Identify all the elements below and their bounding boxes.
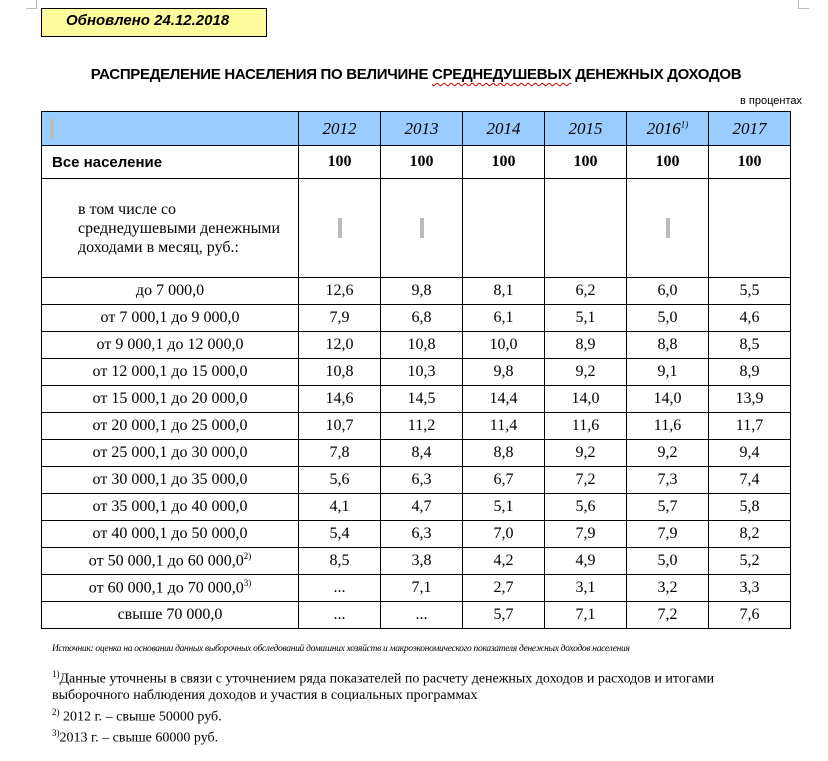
value-cell: 4,1 bbox=[299, 494, 381, 521]
value-cell: 6,3 bbox=[381, 467, 463, 494]
value-cell: 14,0 bbox=[627, 386, 709, 413]
row-label: от 25 000,1 до 30 000,0 bbox=[42, 440, 299, 467]
value-cell: 7,8 bbox=[299, 440, 381, 467]
row-label: от 30 000,1 до 35 000,0 bbox=[42, 467, 299, 494]
row-label: от 12 000,1 до 15 000,0 bbox=[42, 359, 299, 386]
value-cell: ... bbox=[299, 602, 381, 629]
value-cell: ... bbox=[381, 602, 463, 629]
value-cell: 5,0 bbox=[627, 305, 709, 332]
year-header: 2016$^{1)}$ bbox=[627, 112, 709, 146]
value-cell: 6,7 bbox=[463, 467, 545, 494]
page-corner-mark bbox=[798, 0, 809, 9]
value-cell: 6,3 bbox=[381, 521, 463, 548]
year-header: 2017 bbox=[709, 112, 791, 146]
table-row bbox=[42, 548, 791, 575]
source-note: Источник: оценка на основании данных выборочных обследований домашних хозяйств и макроэкономического показателя денежных доходов населения bbox=[52, 644, 630, 654]
value-cell: 3,1 bbox=[545, 575, 627, 602]
table-row bbox=[42, 359, 791, 386]
value-cell: 4,7 bbox=[381, 494, 463, 521]
value-cell: 7,1 bbox=[381, 575, 463, 602]
footnote: $^{3)}$2013 г. – свыше 60000 руб. bbox=[52, 728, 219, 746]
unit-label: в процентах bbox=[740, 95, 802, 107]
value-cell: 7,4 bbox=[709, 467, 791, 494]
value-cell: 8,1 bbox=[463, 278, 545, 305]
value-cell: 9,8 bbox=[463, 359, 545, 386]
row-label: от 40 000,1 до 50 000,0 bbox=[42, 521, 299, 548]
table-header-row bbox=[42, 112, 791, 146]
value-cell: 9,4 bbox=[709, 440, 791, 467]
row-label: от 20 000,1 до 25 000,0 bbox=[42, 413, 299, 440]
value-cell: 8,8 bbox=[627, 332, 709, 359]
row-label: от 60 000,1 до 70 000,0$^{3)}$ bbox=[42, 575, 299, 602]
value-cell: 4,2 bbox=[463, 548, 545, 575]
row-label: от 9 000,1 до 12 000,0 bbox=[42, 332, 299, 359]
value-cell: 5,7 bbox=[627, 494, 709, 521]
value-cell: 11,6 bbox=[627, 413, 709, 440]
value-cell: 8,5 bbox=[709, 332, 791, 359]
value-cell: 5,0 bbox=[627, 548, 709, 575]
value-cell: 10,8 bbox=[299, 359, 381, 386]
value-cell: 100 bbox=[627, 146, 709, 179]
value-cell: 2,7 bbox=[463, 575, 545, 602]
value-cell: 100 bbox=[299, 146, 381, 179]
row-label: в том числе со среднедушевыми денежными доходами в месяц, руб.: bbox=[42, 179, 299, 278]
row-label: Все население bbox=[42, 146, 299, 179]
value-cell: 8,8 bbox=[463, 440, 545, 467]
value-cell: 8,9 bbox=[545, 332, 627, 359]
value-cell: 8,5 bbox=[299, 548, 381, 575]
value-cell: 5,8 bbox=[709, 494, 791, 521]
value-cell: 9,8 bbox=[381, 278, 463, 305]
table-row bbox=[42, 494, 791, 521]
value-cell: 7,0 bbox=[463, 521, 545, 548]
header-empty-cell bbox=[42, 112, 299, 146]
value-cell: 5,6 bbox=[545, 494, 627, 521]
year-header: 2013 bbox=[381, 112, 463, 146]
value-cell: 7,1 bbox=[545, 602, 627, 629]
value-cell: 8,2 bbox=[709, 521, 791, 548]
table-row bbox=[42, 386, 791, 413]
value-cell: 4,6 bbox=[709, 305, 791, 332]
table-row bbox=[42, 602, 791, 629]
table-row bbox=[42, 332, 791, 359]
table-row bbox=[42, 575, 791, 602]
footnote: $^{1)}$Данные уточнены в связи с уточнением ряда показателей по расчету денежных доходов и расходов и итогами выборочного наблюдения доходов и участия в социальных программах bbox=[52, 669, 715, 703]
year-header: 2015 bbox=[545, 112, 627, 146]
value-cell: 10,7 bbox=[299, 413, 381, 440]
value-cell: 6,1 bbox=[463, 305, 545, 332]
table-row bbox=[42, 305, 791, 332]
value-cell: 12,0 bbox=[299, 332, 381, 359]
table-row bbox=[42, 440, 791, 467]
value-cell: 9,2 bbox=[545, 440, 627, 467]
value-cell: 7,2 bbox=[545, 467, 627, 494]
value-cell: 14,0 bbox=[545, 386, 627, 413]
table-row bbox=[42, 413, 791, 440]
value-cell: 6,0 bbox=[627, 278, 709, 305]
value-cell: 10,8 bbox=[381, 332, 463, 359]
value-cell: 100 bbox=[463, 146, 545, 179]
value-cell: 11,7 bbox=[709, 413, 791, 440]
footnote: $^{2)}$ 2012 г. – свыше 50000 руб. bbox=[52, 706, 222, 725]
value-cell: 14,6 bbox=[299, 386, 381, 413]
table-row-subheader bbox=[42, 179, 791, 278]
year-header: 2014 bbox=[463, 112, 545, 146]
value-cell: 100 bbox=[709, 146, 791, 179]
row-label: от 35 000,1 до 40 000,0 bbox=[42, 494, 299, 521]
value-cell: 7,9 bbox=[627, 521, 709, 548]
value-cell: 3,2 bbox=[627, 575, 709, 602]
value-cell: 12,6 bbox=[299, 278, 381, 305]
table-row bbox=[42, 467, 791, 494]
footnotes bbox=[52, 666, 782, 747]
value-cell: 5,1 bbox=[463, 494, 545, 521]
updated-label: Обновлено 24.12.2018 bbox=[41, 8, 267, 37]
year-header: 2012 bbox=[299, 112, 381, 146]
value-cell: 9,1 bbox=[627, 359, 709, 386]
value-cell: 3,3 bbox=[709, 575, 791, 602]
value-cell: 9,2 bbox=[545, 359, 627, 386]
table-row bbox=[42, 278, 791, 305]
value-cell: 11,6 bbox=[545, 413, 627, 440]
value-cell: 8,4 bbox=[381, 440, 463, 467]
row-label: свыше 70 000,0 bbox=[42, 602, 299, 629]
value-cell: 5,5 bbox=[709, 278, 791, 305]
value-cell: 5,7 bbox=[463, 602, 545, 629]
table-row-all bbox=[42, 146, 791, 179]
value-cell: 8,9 bbox=[709, 359, 791, 386]
row-label: от 7 000,1 до 9 000,0 bbox=[42, 305, 299, 332]
value-cell: 10,0 bbox=[463, 332, 545, 359]
value-cell: 6,8 bbox=[381, 305, 463, 332]
value-cell: 11,2 bbox=[381, 413, 463, 440]
row-label: от 15 000,1 до 20 000,0 bbox=[42, 386, 299, 413]
value-cell: 9,2 bbox=[627, 440, 709, 467]
value-cell: 7,3 bbox=[627, 467, 709, 494]
value-cell: 5,4 bbox=[299, 521, 381, 548]
page-title: РАСПРЕДЕЛЕНИЕ НАСЕЛЕНИЯ ПО ВЕЛИЧИНЕ СРЕДНЕДУШЕВЫХ ДЕНЕЖНЫХ ДОХОДОВ bbox=[90, 66, 742, 83]
value-cell: 7,9 bbox=[299, 305, 381, 332]
value-cell: 5,6 bbox=[299, 467, 381, 494]
value-cell: 11,4 bbox=[463, 413, 545, 440]
value-cell: 7,2 bbox=[627, 602, 709, 629]
value-cell: 5,1 bbox=[545, 305, 627, 332]
value-cell: 5,2 bbox=[709, 548, 791, 575]
row-label: до 7 000,0 bbox=[42, 278, 299, 305]
value-cell: 10,3 bbox=[381, 359, 463, 386]
value-cell: 6,2 bbox=[545, 278, 627, 305]
value-cell: 14,4 bbox=[463, 386, 545, 413]
page-corner-mark bbox=[26, 0, 37, 9]
value-cell: 14,5 bbox=[381, 386, 463, 413]
value-cell: 7,9 bbox=[545, 521, 627, 548]
value-cell: 100 bbox=[381, 146, 463, 179]
table-row bbox=[42, 521, 791, 548]
value-cell: 3,8 bbox=[381, 548, 463, 575]
value-cell: ... bbox=[299, 575, 381, 602]
row-label: от 50 000,1 до 60 000,0$^{2)}$ bbox=[42, 548, 299, 575]
value-cell: 13,9 bbox=[709, 386, 791, 413]
income-distribution-table bbox=[41, 111, 791, 629]
value-cell: 100 bbox=[545, 146, 627, 179]
value-cell: 7,6 bbox=[709, 602, 791, 629]
value-cell: 4,9 bbox=[545, 548, 627, 575]
